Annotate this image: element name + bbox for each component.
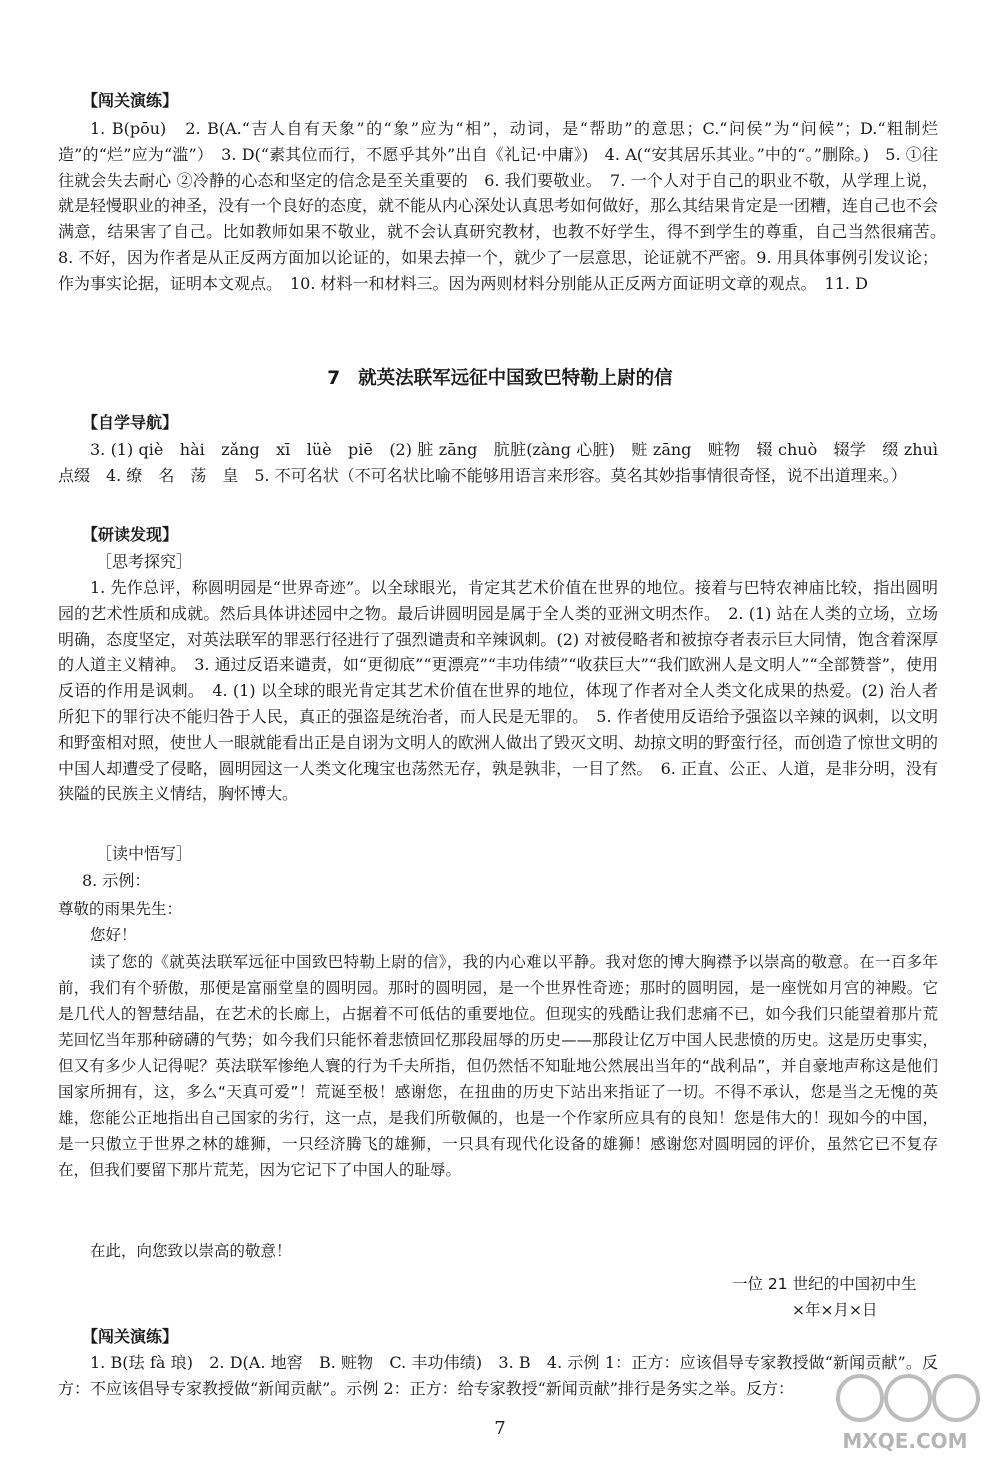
watermark-text: MXQE.COM (842, 1429, 968, 1453)
section-header: 【自学导航】 (82, 413, 179, 432)
letter-signature: 一位 21 世纪的中国初中生 (732, 1275, 917, 1293)
answer-paragraph: 3. (1) qiè hài zǎng xī lüè piē (2) 脏 zāng 肮脏(zàng 心脏) 赃 zāng 赃物 辍 chuò 辍学 缀 zhuì 点缀 4. 缭 名 荡 皇 5. 不可名状（不可名状比喻不能够用语言来形容。莫名其妙指事情很奇怪，说不出道理来。） (58, 440, 955, 485)
page-number: 7 (494, 1418, 506, 1439)
letter-closing: 在此，向您致以崇高的敬意！ (90, 1242, 292, 1260)
example-label: 8. 示例： (82, 871, 151, 890)
section-header: 【闯关演练】 (82, 1327, 179, 1346)
section-header: 【闯关演练】 (82, 91, 179, 110)
answer-paragraph: 1. B(pōu) 2. B(A.“吉人自有天象”的“象”应为“相”，动词，是“帮助”的意思；C.“问侯”为“问候”；D.“粗制烂造”的“烂”应为“滥”） 3. D(“素其位而行，不愿乎其外”出自《礼记·中庸》) 4. A(“安其居乐其业。”中的“。”删除。) 5. ①往往就会失去耐心 ②冷静的心态和坚定的信念是至关重要的 6. 我们要敬业。 7. 一个人对于自己的职业不敬，从学理上说，就是轻慢职业的神圣，没有一个良好的态度，就不能从内心深处认真思考如何做好，那么其结果肯定是一团糟，连自己也不会满意，结果害了自己。比如教师如果不敬业，就不会认真研究教材，也教不好学生，得不到学生的尊重，自己当然很痛苦。 8. 不好，因为作者是从正反两方面加以论证的，如果去掉一个，就少了一层意思，论证就不严密。9. 用具体事例引发议论；作为事实论据，证明本文观点。 10. 材料一和材料三。因为两则材料分别能从正反两方面证明文章的观点。 11. D (58, 119, 955, 293)
letter-body: 读了您的《就英法联军远征中国致巴特勒上尉的信》，我的内心难以平静。我对您的博大胸襟予以崇高的敬意。在一百多年前，我们有个骄傲，那便是富丽堂皇的圆明园。那时的圆明园，是一个世界性奇迹；那时的圆明园，是一座恍如月宫的神殿。它是几代人的智慧结晶，在艺术的长廊上，占据着不可低估的重要地位。但现实的残酷让我们悲痛不已，如今我们只能望着那片荒芜回忆当年那种磅礴的气势；如今我们只能怀着悲愤回忆那段屈辱的历史——那段让亿万中国人民悲愤的历史。这是历史事实，但又有多少人记得呢？英法联军惨绝人寰的行为千夫所指，但仍然恬不知耻地公然展出当年的“战利品”，并自豪地声称这是他们国家所拥有，这，多么“天真可爱”！荒诞至极！感谢您，在扭曲的历史下站出来指证了一切。不得不承认，您是当之无愧的英雄，您能公正地指出自己国家的劣行，这一点，是我们所敬佩的，也是一个作家所应具有的良知！您是伟大的！现如今的中国，是一只傲立于世界之林的雄狮，一只经济腾飞的雄狮，一只具有现代化设备的雄狮！感谢您对圆明园的评价，虽然它已不复存在，但我们要留下那片荒芜，因为它记下了中国人的耻辱。 (58, 953, 938, 1179)
section-header: 【研读发现】 (82, 525, 179, 544)
letter-salutation: 尊敬的雨果先生： (58, 900, 183, 918)
answer-paragraph: 1. 先作总评，称圆明园是“世界奇迹”。以全球眼光，肯定其艺术价值在世界的地位。接着与巴特农神庙比较，指出圆明园的艺术性质和成就。然后具体讲述园中之物。最后讲圆明园是属于全人类的亚洲文明杰作。 2. (1) 站在人类的立场，立场明确，态度坚定，对英法联军的罪恶行径进行了强烈谴责和辛辣讽刺。(2) 对被侵略者和被掠夺者表示巨大同情，饱含着深厚的人道主义精神。 3. 通过反语来谴责，如“更彻底”“更漂亮”“丰功伟绩”“收获巨大”“我们欧洲人是文明人”“全部赞誉”，使用反语的作用是讽刺。 4. (1) 以全球的眼光肯定其艺术价值在世界的地位，体现了作者对全人类文化成果的热爱。(2) 治人者所犯下的罪行决不能归咎于人民，真正的强盗是统治者，而人民是无罪的。 5. 作者使用反语给予强盗以辛辣的讽刺，以文明和野蛮相对照，使世人一眼就能看出正是自诩为文明人的欧洲人做出了毁灭文明、劫掠文明的野蛮行径，而创造了惊世文明的中国人却遭受了侵略，圆明园这一人类文化瑰宝也荡然无存，孰是孰非，一目了然。 6. 正直、公正、人道，是非分明，没有狭隘的民族主义情结，胸怀博大。 (58, 578, 939, 804)
letter-greeting: 您好！ (90, 926, 137, 944)
answer-paragraph: 1. B(珐 fà 琅) 2. D(A. 地窖 B. 赃物 C. 丰功伟绩) 3. B 4. 示例 1：正方：应该倡导专家教授做“新闻贡献”。反方：不应该倡导专家教授做“新闻贡献”。示例 2：正方：给专家教授“新闻贡献”排行是务实之举。反方： (58, 1353, 938, 1398)
lesson-title-text: 就英法联军远征中国致巴特勒上尉的信 (358, 368, 673, 389)
subsection-header: ［读中悟写］ (96, 844, 193, 863)
subsection-header: ［思考探究］ (96, 552, 193, 571)
lesson-title (0, 364, 1000, 390)
lesson-number: 7 (327, 368, 341, 389)
letter-date: ×年×月×日 (792, 1301, 878, 1319)
watermark-logo (820, 1368, 990, 1456)
